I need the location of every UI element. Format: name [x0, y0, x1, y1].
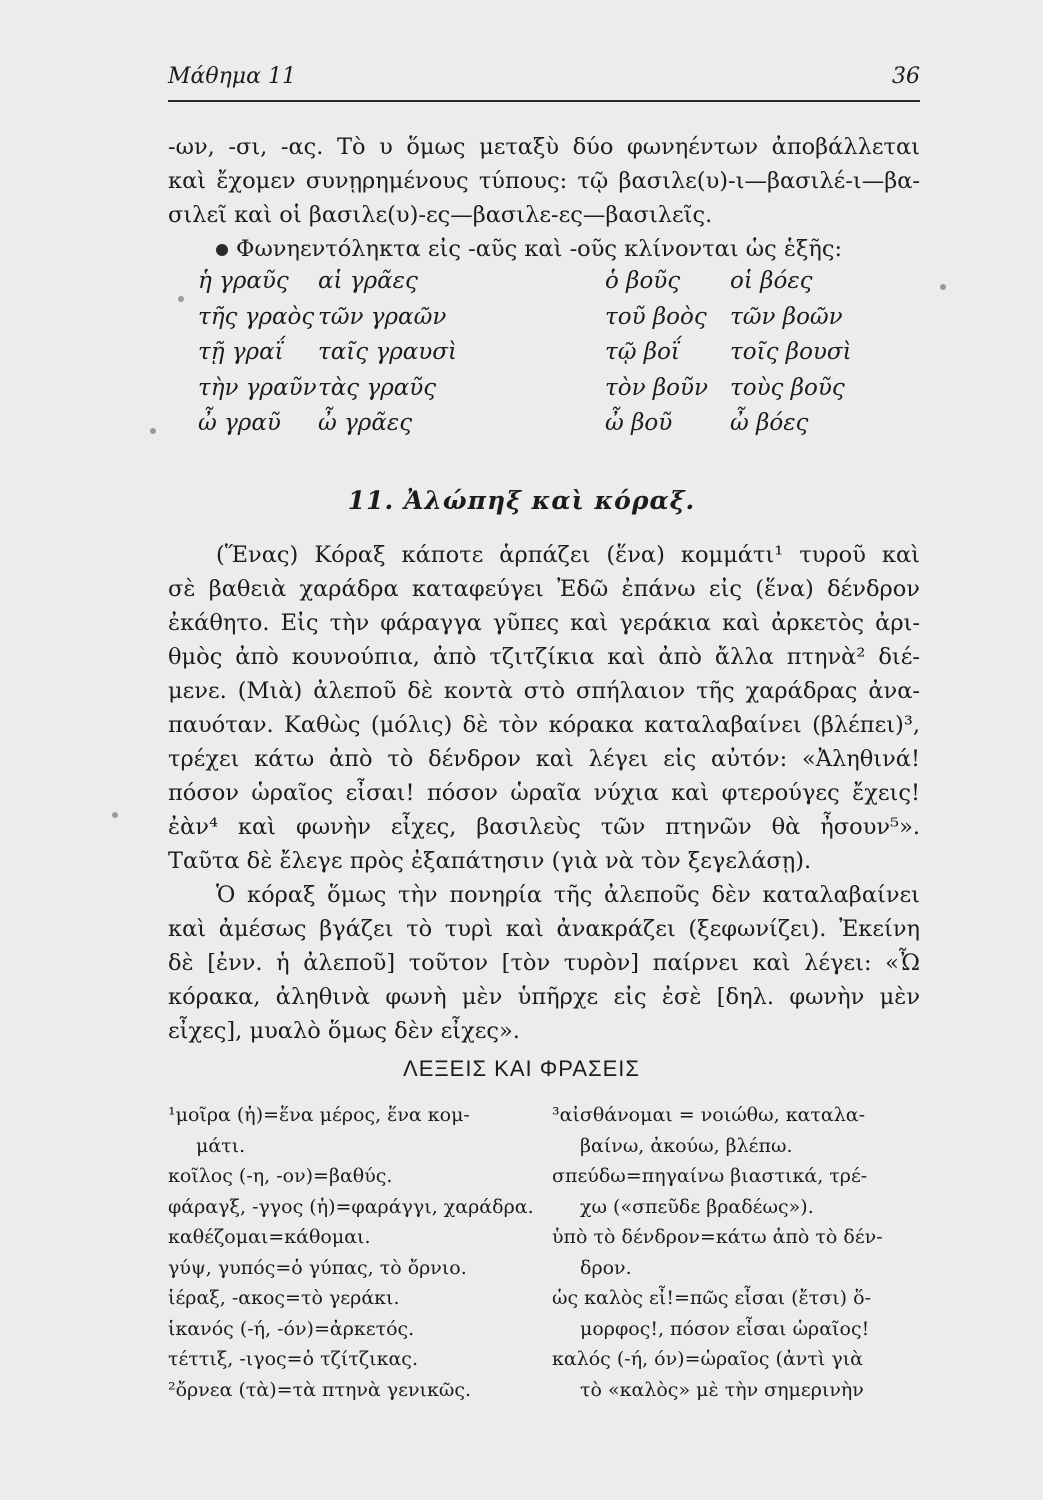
- glossary-line: ὡς καλὸς εἶ!=πῶς εἶσαι (ἔτσι) ὅ-: [552, 1287, 871, 1309]
- declension-cell: ὁ βοῦς: [605, 268, 681, 294]
- text-line: πόσον ὡραῖος εἶσαι! πόσον ὡραῖα νύχια καὶ φτερούγες ἔχεις!: [168, 780, 920, 806]
- declension-row: [168, 410, 920, 446]
- declension-cell: τῶν γραῶν: [318, 303, 447, 330]
- glossary-line: μορφος!, πόσον εἶσαι ὡραῖος!: [580, 1317, 870, 1340]
- declension-cell: ὦ βόες: [730, 410, 809, 436]
- text-line: σιλεῖ καὶ οἱ βασιλε(υ)-ες—βασιλε-ες—βασιλεῖς.: [168, 202, 713, 228]
- contract-note-line: [168, 232, 920, 266]
- glossary-right-column: [552, 1100, 920, 1405]
- text-line: Ὁ κόραξ ὅμως τὴν πονηρία τῆς ἀλεποῦς δὲν καταλαβαίνει: [216, 882, 920, 908]
- margin-mark: [150, 428, 156, 434]
- text-line: τρέχει κάτω ἀπὸ τὸ δένδρον καὶ λέγει εἰς αὐτόν: «Ἀληθινά!: [168, 746, 920, 772]
- declension-cell: ὦ βοῦ: [605, 410, 673, 436]
- intro-paragraph: [168, 130, 920, 266]
- declension-cell: ὦ γραῦ: [198, 410, 281, 436]
- text-line: σὲ βαθειὰ χαράδρα καταφεύγει Ἐδῶ ἐπάνω εἰς (ἕνα) δένδρον: [168, 576, 920, 602]
- declension-cell: τῆς γραὸς: [198, 303, 315, 330]
- declension-row: [168, 339, 920, 375]
- margin-mark: [940, 284, 946, 290]
- lesson-title: Μάθημα 11: [168, 64, 296, 89]
- declension-cell: οἱ βόες: [730, 268, 813, 294]
- margin-mark: [112, 812, 118, 818]
- glossary-line: τὸ «καλὸς» μὲ τὴν σημερινὴν: [580, 1378, 864, 1401]
- declension-row: [168, 375, 920, 411]
- glossary-line: μάτι.: [196, 1134, 246, 1157]
- text-line: καὶ ἔχομεν συνῃρημένους τύπους: τῷ βασιλε(υ)-ι—βασιλέ-ι—βα-: [168, 168, 920, 194]
- declension-cell: ὦ γρᾶες: [318, 410, 413, 436]
- text-line: κόρακα, ἀληθινὰ φωνὴ μὲν ὑπῆρχε εἰς ἐσὲ [δηλ. φωνὴν μὲν: [168, 984, 920, 1010]
- declension-cell: αἱ γρᾶες: [318, 268, 418, 294]
- declension-cell: τοῖς βουσὶ: [730, 339, 852, 365]
- declension-cell: τοῦ βοὸς: [605, 303, 707, 330]
- glossary-line: ἱέραξ, -ακος=τὸ γεράκι.: [168, 1287, 400, 1309]
- story-paragraph: [168, 538, 920, 1048]
- glossary-line: σπεύδω=πηγαίνω βιαστικά, τρέ-: [552, 1165, 868, 1187]
- text-line: -ων, -σι, -ας. Τὸ υ ὅμως μεταξὺ δύο φωνηέντων ἀποβάλλεται: [168, 134, 920, 160]
- glossary-line: βαίνω, ἀκούω, βλέπω.: [580, 1134, 793, 1157]
- glossary-line: χω («σπεῦδε βραδέως»).: [580, 1195, 814, 1218]
- glossary-title: ΛΕΞΕΙΣ ΚΑΙ ΦΡΑΣΕΙΣ: [403, 1056, 640, 1081]
- glossary-line: δρον.: [580, 1256, 632, 1279]
- declension-cell: τοὺς βοῦς: [730, 374, 845, 401]
- declension-cell: ταῖς γραυσὶ: [318, 339, 457, 365]
- glossary-line: φάραγξ, -γγος (ἡ)=φαράγγι, χαράδρα.: [168, 1195, 534, 1218]
- page-header: [168, 64, 920, 102]
- declension-cell: τὸν βοῦν: [605, 374, 708, 401]
- glossary-line: ¹μοῖρα (ἡ)=ἕνα μέρος, ἕνα κομ-: [168, 1104, 470, 1126]
- declension-cell: ἡ γραῦς: [198, 268, 289, 294]
- margin-mark: [178, 296, 184, 302]
- glossary-line: ἱκανός (-ή, -όν)=ἀρκετός.: [168, 1317, 415, 1340]
- text-line: ἐκάθητο. Εἰς τὴν φάραγγα γῦπες καὶ γεράκια καὶ ἀρκετὸς ἀρι-: [168, 610, 920, 636]
- glossary-line: γύψ, γυπός=ὁ γύπας, τὸ ὄρνιο.: [168, 1256, 467, 1279]
- declension-row: [168, 268, 920, 304]
- declension-cell: τῇ γραΐ: [198, 339, 284, 365]
- declension-row: [168, 304, 920, 340]
- glossary-left-column: [168, 1100, 540, 1405]
- declension-cell: τὴν γραῦν: [198, 374, 317, 401]
- bullet-icon: [216, 244, 228, 256]
- section-title: 11. Ἀλώπηξ καὶ κόραξ.: [347, 486, 696, 515]
- glossary-line: καλός (-ή, όν)=ὡραῖος (ἀντὶ γιὰ: [552, 1348, 863, 1370]
- page-number: 36: [892, 64, 920, 89]
- text-line: θμὸς ἀπὸ κουνούπια, ἀπὸ τζιτζίκια καὶ ἀπὸ ἄλλα πτηνὰ² διέ-: [168, 644, 920, 670]
- glossary-line: τέττιξ, -ιγος=ὁ τζίτζικας.: [168, 1348, 418, 1370]
- declension-cell: τῶν βοῶν: [730, 303, 843, 330]
- glossary-line: ὑπὸ τὸ δένδρον=κάτω ἀπὸ τὸ δέν-: [552, 1226, 883, 1248]
- glossary-line: καθέζομαι=κάθομαι.: [168, 1226, 371, 1248]
- text-line: εἶχες], μυαλὸ ὅμως δὲν εἶχες».: [168, 1018, 520, 1044]
- glossary-line: ³αἰσθάνομαι = νοιώθω, καταλα-: [552, 1104, 866, 1126]
- text-line: καὶ ἀμέσως βγάζει τὸ τυρὶ καὶ ἀνακράζει (ξεφωνίζει). Ἐκείνη: [168, 916, 920, 942]
- declension-cell: τὰς γραῦς: [318, 374, 437, 401]
- text-line: παυόταν. Καθὼς (μόλις) δὲ τὸν κόρακα καταλαβαίνει (βλέπει)³,: [168, 712, 920, 738]
- text-line: ἐὰν⁴ καὶ φωνὴν εἶχες, βασιλεὺς τῶν πτηνῶν θὰ ἦσουν⁵».: [168, 814, 920, 840]
- text-line: δὲ [ἐνν. ἡ ἀλεποῦ] τοῦτον [τὸν τυρὸν] παίρνει καὶ λέγει: «Ὦ: [168, 950, 920, 976]
- text-line: μενε. (Μιὰ) ἀλεποῦ δὲ κοντὰ στὸ σπήλαιον τῆς χαράδρας ἀνα-: [168, 678, 920, 704]
- contract-note: Φωνηεντόληκτα εἰς -αῦς καὶ -οῦς κλίνονται ὡς ἑξῆς:: [236, 236, 843, 262]
- glossary-line: κοῖλος (-η, -ον)=βαθύς.: [168, 1165, 393, 1187]
- text-line: (Ἕνας) Κόραξ κάποτε ἁρπάζει (ἕνα) κομμάτι¹ τυροῦ καὶ: [216, 542, 920, 568]
- declension-cell: τῷ βοΐ: [605, 339, 680, 365]
- declension-table: [168, 268, 920, 446]
- text-line: Ταῦτα δὲ ἔλεγε πρὸς ἐξαπάτησιν (γιὰ νὰ τὸν ξεγελάσῃ).: [168, 848, 812, 874]
- glossary-line: ²ὄρνεα (τὰ)=τὰ πτηνὰ γενικῶς.: [168, 1378, 472, 1401]
